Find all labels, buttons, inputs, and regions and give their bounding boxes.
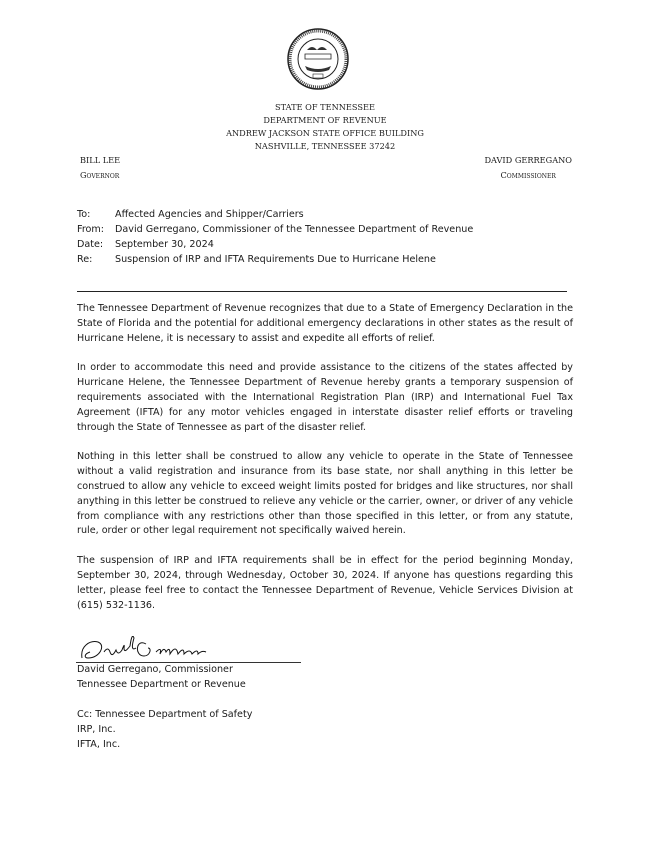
signatory-org: Tennessee Department or Revenue xyxy=(77,679,246,690)
paragraph: In order to accommodate this need and provide assistance to the citizens of the states affected by Hurricane Helene, the Tennessee Department of Revenue hereby grants a temporary suspension of requirements associated with the International Registration Plan (IRP) and International Fuel Tax Agreement (IFTA) for any motor vehicles engaged in interstate disaster relief efforts or traveling through the State of Tennessee as part of the disaster relief. xyxy=(77,362,573,433)
signatory-name: David Gerregano, Commissioner xyxy=(77,664,233,675)
memo-value: Affected Agencies and Shipper/Carriers xyxy=(115,209,304,220)
cc-line: IFTA, Inc. xyxy=(77,739,121,750)
memo-label: Re: xyxy=(77,254,93,265)
memo-date xyxy=(77,237,473,252)
memo-to xyxy=(77,207,473,222)
handwritten-signature xyxy=(76,636,301,662)
memo-label: Date: xyxy=(77,239,104,250)
letterhead-address xyxy=(0,101,650,153)
letterhead-department: DEPARTMENT OF REVENUE xyxy=(263,115,387,125)
cc-line: Cc: Tennessee Department of Safety xyxy=(77,709,253,720)
paragraph: The suspension of IRP and IFTA requirements shall be in effect for the period beginning Monday, September 30, 2024, through Wednesday, October 30, 2024. If anyone has questions regarding this letter, please feel free to contact the Tennessee Department of Revenue, Vehicle Services Division at (615) 532-1136. xyxy=(77,555,573,611)
commissioner-name: DAVID GERREGANO xyxy=(484,155,572,165)
governor-block xyxy=(80,153,120,183)
memo-value: David Gerregano, Commissioner of the Tennessee Department of Revenue xyxy=(115,224,474,235)
governor-title: Governor xyxy=(80,170,120,180)
tennessee-state-seal xyxy=(287,28,349,90)
memo-header xyxy=(77,207,473,267)
governor-name: BILL LEE xyxy=(80,155,121,165)
letterhead-state: STATE OF TENNESSEE xyxy=(275,102,375,112)
signature-line xyxy=(76,636,301,663)
memo-label: To: xyxy=(77,209,91,220)
paragraph: Nothing in this letter shall be construed to allow any vehicle to operate in the State of Tennessee without a valid registration and insurance from its base state, nor shall anything in this letter be construed to allow any vehicle to exceed weight limits posted for bridges and like structures, nor shall anything in this letter be construed to relieve any vehicle or the carrier, owner, or driver of any vehicle from compliance with any restrictions other than those specified in this letter, or from any statute, rule, order or other legal requirement not specifically waived herein. xyxy=(77,451,573,537)
commissioner-title: Commissioner xyxy=(500,170,556,180)
closing-block xyxy=(77,662,252,752)
letterhead-city: NASHVILLE, TENNESSEE 37242 xyxy=(254,141,396,151)
commissioner-block xyxy=(484,153,572,183)
memo-value: September 30, 2024 xyxy=(115,239,214,250)
letter-body xyxy=(77,302,573,628)
divider xyxy=(77,291,567,292)
memo-re xyxy=(77,252,473,267)
letterhead-building: ANDREW JACKSON STATE OFFICE BUILDING xyxy=(226,128,424,138)
memo-value: Suspension of IRP and IFTA Requirements Due to Hurricane Helene xyxy=(115,254,436,265)
paragraph: The Tennessee Department of Revenue recognizes that due to a State of Emergency Declaration in the State of Florida and the potential for additional emergency declarations in other states as the result of Hurricane Helene, it is necessary to assist and expedite all efforts of relief. xyxy=(77,303,573,344)
cc-line: IRP, Inc. xyxy=(77,724,116,735)
memo-label: From: xyxy=(77,224,105,235)
memo-from xyxy=(77,222,473,237)
